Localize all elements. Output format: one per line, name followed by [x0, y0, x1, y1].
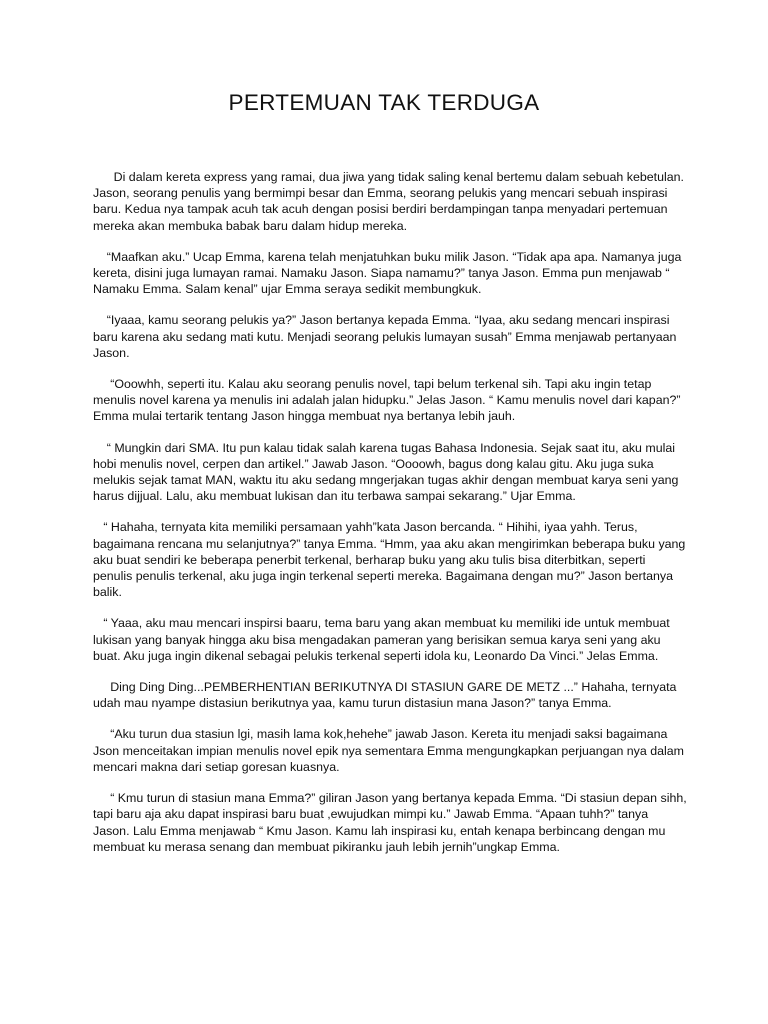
paragraph-9: “Aku turun dua stasiun lgi, masih lama kok,hehehe” jawab Jason. Kereta itu menjadi saksi bagaimana Json menceitakan impian menulis novel epik nya sementara Emma mengungkapkan perjuangan nya dalam mencari makna dari setiap goresan kuasnya. — [93, 727, 684, 774]
paragraph-4: “Ooowhh, seperti itu. Kalau aku seorang penulis novel, tapi belum terkenal sih. Tapi aku ingin tetap menulis novel karena ya menulis ini adalah jalan hidupku.” Jelas Jason. “ Kamu menulis novel dari kapan?” Emma mulai tertarik tentang Jason hingga membuat nya bertanya lebih jauh. — [93, 377, 681, 424]
paragraph-1: Di dalam kereta express yang ramai, dua jiwa yang tidak saling kenal bertemu dalam sebuah kebetulan. Jason, seorang penulis yang bermimpi besar dan Emma, seorang pelukis yang mencari sebuah inspirasi baru. Kedua nya tampak acuh tak acuh dengan posisi berdiri berdampingan tanpa menyadari pertemuan mereka akan membuka babak baru dalam hidup mereka. — [93, 170, 684, 233]
paragraph-2: “Maafkan aku.” Ucap Emma, karena telah menjatuhkan buku milik Jason. “Tidak apa apa. Namanya juga kereta, disini juga lumayan ramai. Namaku Jason. Siapa namamu?” tanya Jason. Emma pun menjawab “ Namaku Emma. Salam kenal” ujar Emma seraya sedikit membungkuk. — [93, 249, 682, 297]
paragraph-6: “ Hahaha, ternyata kita memiliki persamaan yahh”kata Jason bercanda. “ Hihihi, iyaa yahh. Terus, bagaimana rencana mu selanjutnya?” tanya Emma. “Hmm, yaa aku akan mengirimkan beberapa buku yang aku buat sendiri ke beberapa penerbit terkenal, berharap buku yang aku tulis bisa diterbitkan, seperti penulis penulis terkenal, aku juga ingin terkenal seperti mereka. Bagaimana dengan mu?” Jason bertanya balik. — [93, 520, 686, 600]
paragraph-5: “ Mungkin dari SMA. Itu pun kalau tidak salah karena tugas Bahasa Indonesia. Sejak saat itu, aku mulai hobi menulis novel, cerpen dan artikel.” Jawab Jason. “Oooowh, bagus dong kalau gitu. Aku juga suka melukis sejak tamat MAN, waktu itu aku sedang mngerjakan tugas akhir dengan membuat karya seni yang harus dijjual. Lalu, aku membuat lukisan dan itu terbawa sampai sekarang.” Ujar Emma. — [93, 440, 679, 504]
paragraph-8: Ding Ding Ding...PEMBERHENTIAN BERIKUTNYA DI STASIUN GARE DE METZ ...” Hahaha, ternyata udah mau nyampe distasiun berikutnya yaa, kamu turun distasiun mana Jason?” tanya Emma. — [93, 680, 677, 711]
paragraph-3: “Iyaaa, kamu seorang pelukis ya?” Jason bertanya kepada Emma. “Iyaa, aku sedang mencari inspirasi baru karena aku sedang mati kutu. Menjadi seorang pelukis lumayan susah” Emma menjawab pertanyaan Jason. — [93, 313, 677, 360]
paragraph-7: “ Yaaa, aku mau mencari inspirsi baaru, tema baru yang akan membuat ku memiliki ide untuk membuat lukisan yang banyak hingga aku bisa mengadakan pameran yang berisikan semua karya seni yang aku buat. Aku juga ingin dikenal sebagai pelukis terkenal seperti idola ku, Leonardo Da Vinci.” Jelas Emma. — [93, 616, 670, 663]
story-body — [93, 169, 688, 870]
paragraph-10: “ Kmu turun di stasiun mana Emma?” giliran Jason yang bertanya kepada Emma. “Di stasiun depan sihh, tapi baru aja aku dapat inspirasi baru buat ,ewujudkan mimpi ku.” Jawab Emma. “Apaan tuhh?” tanya Jason. Lalu Emma menjawab “ Kmu Jason. Kamu lah inspirasi ku, entah kenapa berbincang dengan mu membuat ku merasa senang dan membuat pikiranku jauh lebih jernih”ungkap Emma. — [93, 791, 687, 854]
page-title: PERTEMUAN TAK TERDUGA — [228, 90, 540, 115]
